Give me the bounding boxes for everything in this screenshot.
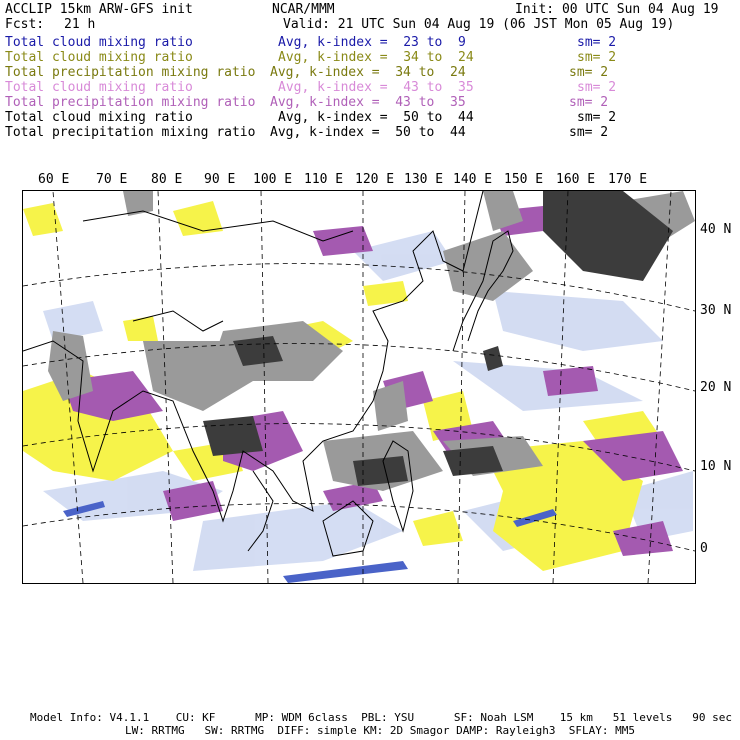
- field-name: Total precipitation mixing ratio: [5, 95, 256, 110]
- lon-label: 140 E: [453, 172, 493, 187]
- lon-label: 70 E: [96, 172, 128, 187]
- lon-label: 80 E: [151, 172, 183, 187]
- field-smooth: sm= 2: [577, 80, 617, 95]
- init-time: Init: 00 UTC Sun 04 Aug 19: [515, 2, 719, 17]
- field-row: [5, 110, 735, 125]
- lon-label: 110 E: [304, 172, 344, 187]
- field-avg: Avg, k-index = 50 to 44: [270, 125, 466, 140]
- valid-time: Valid: 21 UTC Sun 04 Aug 19 (06 JST Mon 05 Aug 19): [283, 17, 675, 32]
- lon-label: 60 E: [38, 172, 70, 187]
- field-row: [5, 80, 735, 95]
- field-row: [5, 50, 735, 65]
- lon-label: 120 E: [355, 172, 395, 187]
- model-info-line1: Model Info: V4.1.1 CU: KF MP: WDM 6class PBL: YSU SF: Noah LSM 15 km 51 levels 90 sec: [30, 711, 732, 724]
- field-avg: Avg, k-index = 43 to 35: [278, 80, 474, 95]
- field-smooth: sm= 2: [577, 50, 617, 65]
- field-name: Total cloud mixing ratio: [5, 50, 193, 65]
- field-avg: Avg, k-index = 43 to 35: [270, 95, 466, 110]
- field-name: Total cloud mixing ratio: [5, 35, 193, 50]
- lon-label: 90 E: [204, 172, 236, 187]
- field-smooth: sm= 2: [577, 35, 617, 50]
- model-info-line2: LW: RRTMG SW: RRTMG DIFF: simple KM: 2D Smagor DAMP: Rayleigh3 SFLAY: MM5: [125, 724, 635, 737]
- field-row: [5, 65, 735, 80]
- plot-title: ACCLIP 15km ARW-GFS init: [5, 2, 193, 17]
- lon-label: 170 E: [608, 172, 648, 187]
- field-smooth: sm= 2: [577, 110, 617, 125]
- lon-label: 150 E: [504, 172, 544, 187]
- forecast-label: Fcst:: [5, 17, 45, 32]
- field-row: [5, 125, 735, 140]
- map-panel: [22, 190, 696, 584]
- field-avg: Avg, k-index = 23 to 9: [278, 35, 466, 50]
- field-row: [5, 35, 735, 50]
- model-center: NCAR/MMM: [272, 2, 335, 17]
- lon-label: 100 E: [253, 172, 293, 187]
- field-name: Total cloud mixing ratio: [5, 80, 193, 95]
- lon-label: 130 E: [404, 172, 444, 187]
- map-svg: [23, 191, 695, 583]
- field-avg: Avg, k-index = 50 to 44: [278, 110, 474, 125]
- lat-label: 10 N: [700, 459, 732, 474]
- field-row: [5, 95, 735, 110]
- field-avg: Avg, k-index = 34 to 24: [278, 50, 474, 65]
- lat-label: 0: [700, 541, 708, 556]
- field-name: Total precipitation mixing ratio: [5, 125, 256, 140]
- lat-label: 40 N: [700, 222, 732, 237]
- forecast-hour: 21 h: [64, 17, 96, 32]
- field-avg: Avg, k-index = 34 to 24: [270, 65, 466, 80]
- field-smooth: sm= 2: [569, 95, 609, 110]
- lon-label: 160 E: [556, 172, 596, 187]
- field-smooth: sm= 2: [569, 125, 609, 140]
- field-name: Total precipitation mixing ratio: [5, 65, 256, 80]
- lat-label: 20 N: [700, 380, 732, 395]
- lat-label: 30 N: [700, 303, 732, 318]
- field-smooth: sm= 2: [569, 65, 609, 80]
- field-name: Total cloud mixing ratio: [5, 110, 193, 125]
